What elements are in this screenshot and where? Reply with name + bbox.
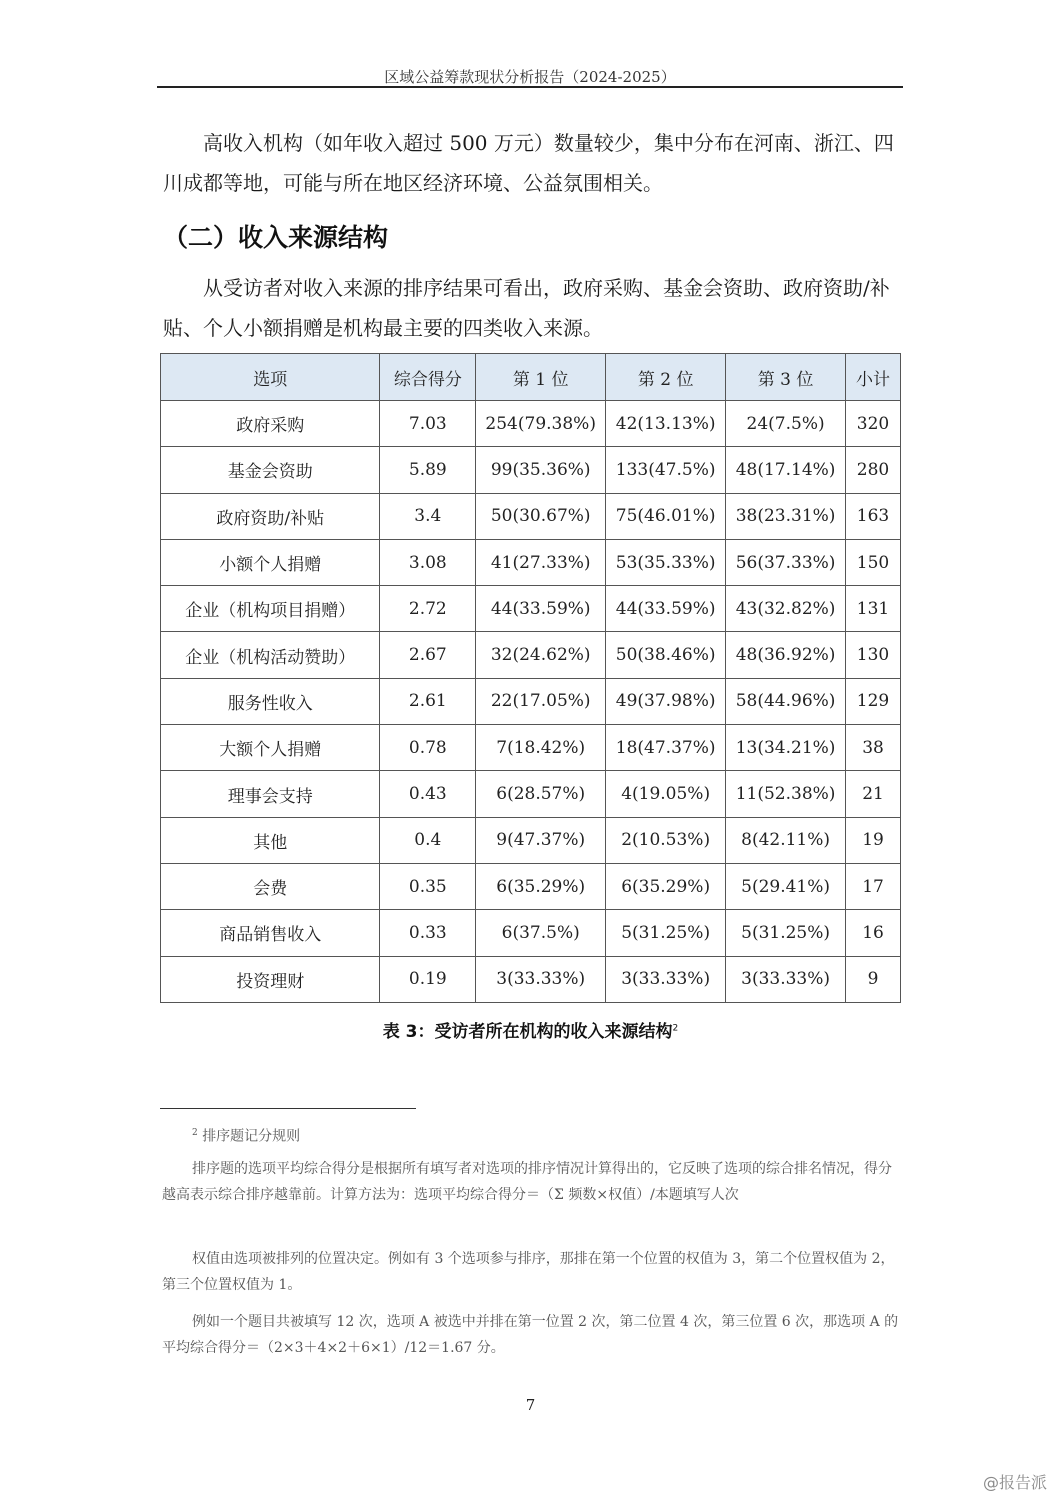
table-row	[161, 956, 901, 1002]
cell-score: 0.19	[380, 956, 476, 1002]
cell-rank-3: 13(34.21%)	[726, 725, 846, 771]
summary-paragraph: 从受访者对收入来源的排序结果可看出，政府采购、基金会资助、政府资助/补贴、个人小额捐赠是机构最主要的四类收入来源。	[163, 276, 890, 340]
cell-subtotal: 129	[846, 678, 901, 724]
cell-option: 大额个人捐赠	[161, 725, 380, 771]
cell-subtotal: 17	[846, 863, 901, 909]
cell-rank-3: 58(44.96%)	[726, 678, 846, 724]
cell-rank-1: 32(24.62%)	[476, 632, 606, 678]
cell-rank-2: 75(46.01%)	[606, 493, 726, 539]
table-row	[161, 632, 901, 678]
footnote-divider	[160, 1108, 416, 1109]
cell-option: 政府采购	[161, 401, 380, 447]
footnote-title	[162, 1120, 902, 1150]
cell-rank-3: 56(37.33%)	[726, 539, 846, 585]
cell-option: 企业（机构项目捐赠）	[161, 586, 380, 632]
cell-subtotal: 130	[846, 632, 901, 678]
income-source-table	[160, 353, 901, 1003]
table-row	[161, 771, 901, 817]
cell-option: 商品销售收入	[161, 910, 380, 956]
table-row	[161, 447, 901, 493]
cell-rank-3: 5(31.25%)	[726, 910, 846, 956]
running-header: 区域公益筹款现状分析报告（2024-2025）	[384, 68, 676, 86]
cell-subtotal: 150	[846, 539, 901, 585]
cell-rank-3: 24(7.5%)	[726, 401, 846, 447]
table-row	[161, 817, 901, 863]
cell-option: 服务性收入	[161, 678, 380, 724]
cell-subtotal: 21	[846, 771, 901, 817]
header-subtotal: 小计	[846, 354, 901, 401]
table-header-row	[161, 354, 901, 401]
cell-rank-2: 44(33.59%)	[606, 586, 726, 632]
cell-subtotal: 16	[846, 910, 901, 956]
cell-score: 0.43	[380, 771, 476, 817]
watermark: @报告派	[982, 1473, 1047, 1492]
cell-score: 0.35	[380, 863, 476, 909]
intro-paragraph: 高收入机构（如年收入超过 500 万元）数量较少，集中分布在河南、浙江、四川成都等地，可能与所在地区经济环境、公益氛围相关。	[163, 131, 894, 195]
cell-rank-3: 48(36.92%)	[726, 632, 846, 678]
cell-subtotal: 280	[846, 447, 901, 493]
cell-rank-3: 11(52.38%)	[726, 771, 846, 817]
cell-score: 2.61	[380, 678, 476, 724]
cell-rank-2: 53(35.33%)	[606, 539, 726, 585]
cell-rank-3: 5(29.41%)	[726, 863, 846, 909]
header-rank-1: 第 1 位	[476, 354, 606, 401]
table-row	[161, 910, 901, 956]
cell-rank-1: 22(17.05%)	[476, 678, 606, 724]
cell-rank-2: 2(10.53%)	[606, 817, 726, 863]
cell-score: 2.67	[380, 632, 476, 678]
caption-text: 表 3：受访者所在机构的收入来源结构	[382, 1022, 673, 1042]
cell-option: 理事会支持	[161, 771, 380, 817]
table-caption	[160, 1017, 901, 1042]
cell-option: 政府资助/补贴	[161, 493, 380, 539]
cell-rank-1: 44(33.59%)	[476, 586, 606, 632]
cell-rank-3: 38(23.31%)	[726, 493, 846, 539]
cell-subtotal: 19	[846, 817, 901, 863]
cell-rank-1: 6(35.29%)	[476, 863, 606, 909]
header-score: 综合得分	[380, 354, 476, 401]
footnote-paragraph-1: 排序题的选项平均综合得分是根据所有填写者对选项的排序情况计算得出的，它反映了选项的综合排名情况，得分越高表示综合排序越靠前。计算方法为：选项平均综合得分＝（Σ 频数×权值）/本题填写人次	[162, 1161, 892, 1203]
cell-subtotal: 131	[846, 586, 901, 632]
table-row	[161, 725, 901, 771]
cell-subtotal: 38	[846, 725, 901, 771]
cell-rank-2: 5(31.25%)	[606, 910, 726, 956]
cell-rank-2: 6(35.29%)	[606, 863, 726, 909]
header-option: 选项	[161, 354, 380, 401]
cell-rank-2: 50(38.46%)	[606, 632, 726, 678]
cell-option: 基金会资助	[161, 447, 380, 493]
cell-rank-1: 9(47.37%)	[476, 817, 606, 863]
footnote-paragraph-2: 权值由选项被排列的位置决定。例如有 3 个选项参与排序，那排在第一个位置的权值为 3，第二个位置权值为 2，第三个位置权值为 1。	[162, 1251, 895, 1293]
cell-rank-1: 41(27.33%)	[476, 539, 606, 585]
section-title: （二）收入来源结构	[163, 223, 389, 252]
cell-rank-2: 42(13.13%)	[606, 401, 726, 447]
cell-rank-2: 133(47.5%)	[606, 447, 726, 493]
caption-footnote-ref: 2	[672, 1023, 679, 1034]
cell-option: 小额个人捐赠	[161, 539, 380, 585]
cell-score: 7.03	[380, 401, 476, 447]
footnote-marker: 2	[192, 1128, 198, 1138]
header-divider	[157, 86, 903, 88]
cell-score: 0.4	[380, 817, 476, 863]
cell-score: 2.72	[380, 586, 476, 632]
header-rank-2: 第 2 位	[606, 354, 726, 401]
header-rank-3: 第 3 位	[726, 354, 846, 401]
table-row	[161, 401, 901, 447]
cell-option: 会费	[161, 863, 380, 909]
table-body	[161, 401, 901, 1003]
footnote-title-text: 排序题记分规则	[202, 1128, 301, 1145]
cell-rank-3: 8(42.11%)	[726, 817, 846, 863]
cell-score: 3.4	[380, 493, 476, 539]
cell-rank-2: 49(37.98%)	[606, 678, 726, 724]
cell-rank-2: 3(33.33%)	[606, 956, 726, 1002]
cell-option: 其他	[161, 817, 380, 863]
footnote-paragraph-3: 例如一个题目共被填写 12 次，选项 A 被选中并排在第一位置 2 次，第二位置 4 次，第三位置 6 次，那选项 A 的平均综合得分＝（2×3＋4×2＋6×1）/12＝1.67 分。	[162, 1314, 899, 1356]
cell-score: 0.78	[380, 725, 476, 771]
cell-rank-1: 3(33.33%)	[476, 956, 606, 1002]
cell-score: 5.89	[380, 447, 476, 493]
cell-subtotal: 320	[846, 401, 901, 447]
cell-rank-1: 6(28.57%)	[476, 771, 606, 817]
cell-option: 企业（机构活动赞助）	[161, 632, 380, 678]
cell-rank-1: 50(30.67%)	[476, 493, 606, 539]
table-row	[161, 678, 901, 724]
cell-rank-1: 254(79.38%)	[476, 401, 606, 447]
cell-rank-3: 3(33.33%)	[726, 956, 846, 1002]
cell-subtotal: 9	[846, 956, 901, 1002]
cell-rank-2: 18(47.37%)	[606, 725, 726, 771]
cell-rank-2: 4(19.05%)	[606, 771, 726, 817]
cell-rank-3: 48(17.14%)	[726, 447, 846, 493]
cell-subtotal: 163	[846, 493, 901, 539]
cell-rank-1: 7(18.42%)	[476, 725, 606, 771]
cell-rank-1: 6(37.5%)	[476, 910, 606, 956]
cell-option: 投资理财	[161, 956, 380, 1002]
table-row	[161, 539, 901, 585]
cell-score: 3.08	[380, 539, 476, 585]
cell-rank-1: 99(35.36%)	[476, 447, 606, 493]
cell-rank-3: 43(32.82%)	[726, 586, 846, 632]
table-row	[161, 586, 901, 632]
table-row	[161, 863, 901, 909]
page-number: 7	[525, 1396, 536, 1414]
table-row	[161, 493, 901, 539]
cell-score: 0.33	[380, 910, 476, 956]
